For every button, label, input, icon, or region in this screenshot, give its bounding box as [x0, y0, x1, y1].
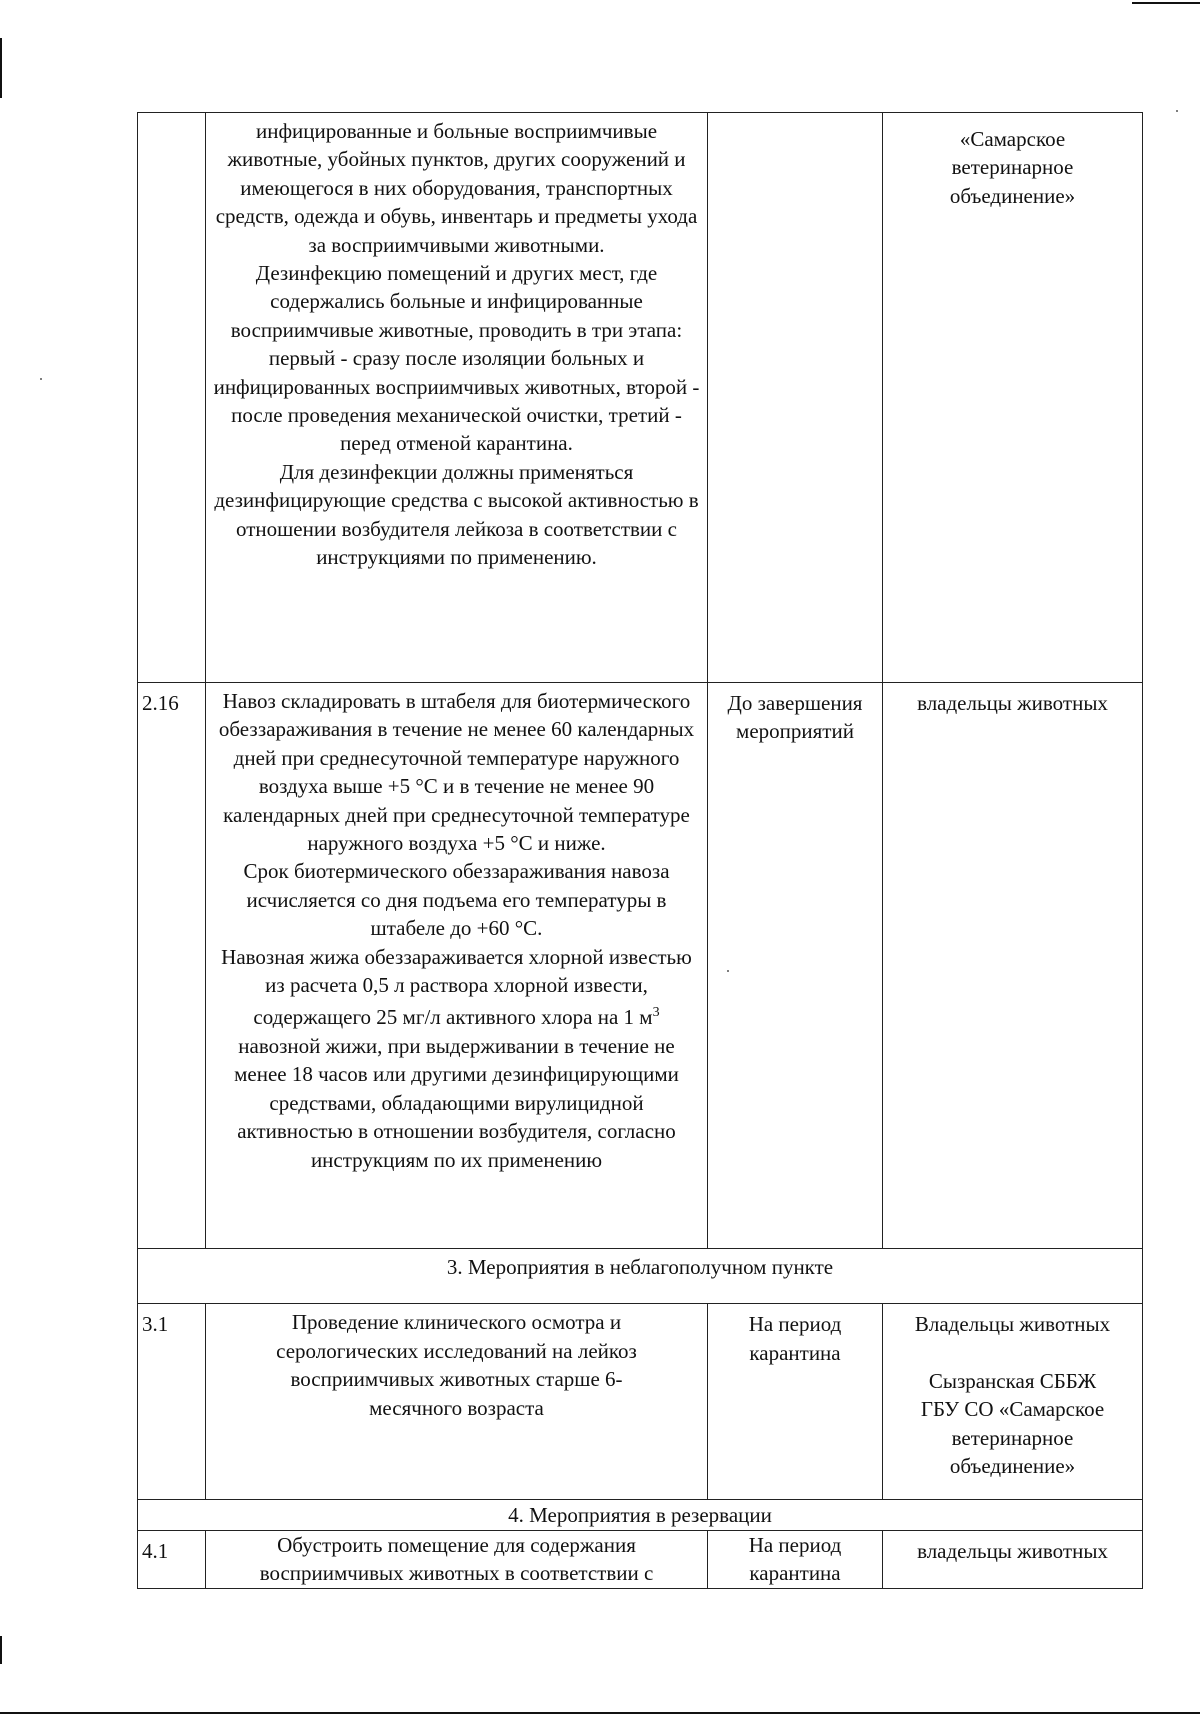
measure-text: Проведение клинического осмотра и серологических исследований на лейкоз восприимчивых животных старше 6-месячного возраста — [206, 1304, 708, 1500]
measure-text — [206, 683, 708, 1249]
term-cell: На период карантина — [708, 1530, 883, 1588]
row-number: 4.1 — [138, 1530, 206, 1588]
paragraph: инфицированные и больные восприимчивые животные, убойных пунктов, других сооружений и имеющегося в них оборудования, транспортных средств, одежда и обувь, инвентарь и предметы ухода за восприимчивыми животными. — [215, 119, 698, 257]
table-row — [138, 683, 1143, 1249]
superscript: 3 — [652, 1005, 660, 1021]
scan-speck — [1176, 110, 1178, 112]
paragraph — [212, 943, 701, 1174]
table-row — [138, 1530, 1143, 1588]
section-title: 4. Мероприятия в резервации — [138, 1500, 1143, 1530]
responsible-line: Владельцы животных — [914, 1312, 1111, 1337]
scan-edge-left-bottom — [0, 1636, 2, 1664]
responsible-cell: «Самарское ветеринарное объединение» — [883, 113, 1143, 683]
responsible-line: Сызранская СББЖ ГБУ СО «Самарское ветеринарное объединение» — [920, 1368, 1105, 1479]
responsible-cell — [883, 1304, 1143, 1500]
row-number — [138, 113, 206, 683]
paragraph: Срок биотермического обеззараживания навоза исчисляется со дня подъема его температуры в штабеле до +60 °С. — [243, 859, 670, 941]
scan-speck — [40, 378, 42, 380]
measure-text: Обустроить помещение для содержания восприимчивых животных в соответствии с — [206, 1530, 708, 1588]
scan-edge-left-top — [0, 38, 2, 98]
section-title: 3. Мероприятия в неблагополучном пункте — [138, 1249, 1143, 1304]
section-row — [138, 1249, 1143, 1304]
scan-edge-top-right — [1132, 2, 1200, 4]
paragraph: Дезинфекцию помещений и других мест, где содержались больные и инфицированные восприимчивые животные, проводить в три этапа: первый - сразу после изоляции больных и инфицированных восприимчивых животных, второй - после проведения механической очистки, третий - перед отменой карантина. — [213, 261, 700, 456]
term-cell — [708, 113, 883, 683]
row-number: 3.1 — [138, 1304, 206, 1500]
paragraph-part: навозной жижи, при выдерживании в течение не менее 18 часов или другими дезинфицирующими средствами, обладающими вирулицидной активностью в отношении возбудителя, согласно инструкциям по их применению — [234, 1033, 679, 1172]
paragraph: Для дезинфекции должны применяться дезинфицирующие средства с высокой активностью в отношении возбудителя лейкоза в соответствии с инструкциями по применению. — [214, 459, 699, 570]
spacer — [903, 1339, 1122, 1367]
scan-edge-bottom — [0, 1712, 1200, 1714]
table-row — [138, 113, 1143, 683]
term-cell: До завершения мероприятий — [708, 683, 883, 1249]
section-row — [138, 1500, 1143, 1530]
measures-table — [137, 112, 1143, 1589]
responsible-cell: владельцы животных — [883, 1530, 1143, 1588]
term-cell: На период карантина — [708, 1304, 883, 1500]
paragraph: Навоз складировать в штабеля для биотермического обеззараживания в течение не менее 60 календарных дней при среднесуточной температуре наружного воздуха выше +5 °С и в течение не менее 90 календарных дней при среднесуточной температуре наружного воздуха +5 °С и ниже. — [218, 689, 695, 856]
table-row — [138, 1304, 1143, 1500]
row-number: 2.16 — [138, 683, 206, 1249]
paragraph-part: Навозная жижа обеззараживается хлорной известью из расчета 0,5 л раствора хлорной извести, содержащего 25 мг/л активного хлора на 1 м — [221, 944, 692, 1030]
measure-text — [206, 113, 708, 683]
responsible-cell: владельцы животных — [883, 683, 1143, 1249]
